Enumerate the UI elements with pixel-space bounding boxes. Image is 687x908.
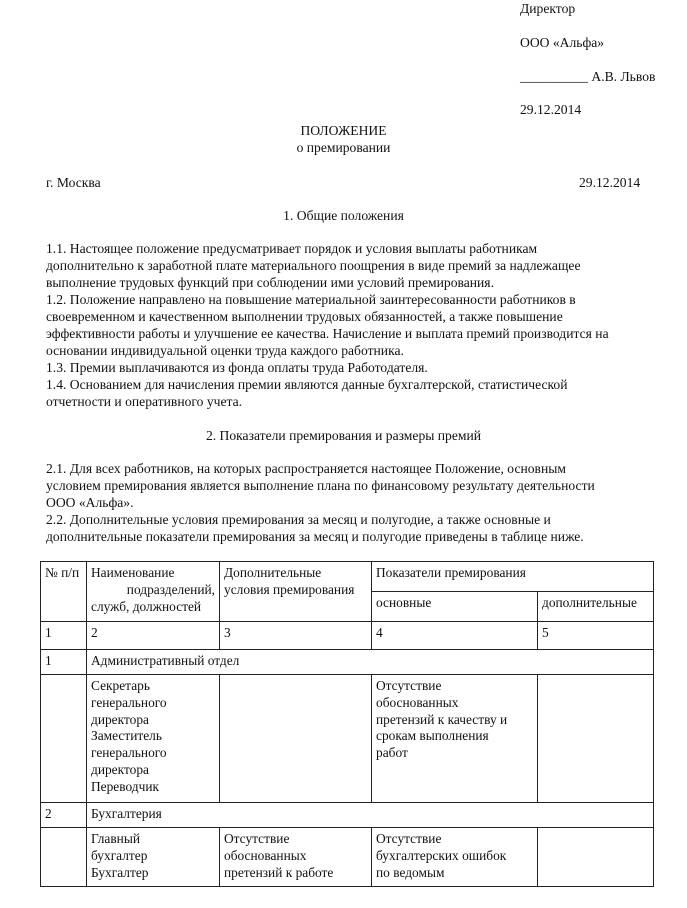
- group-num: 2: [41, 803, 87, 828]
- section-1-heading: 1. Общие положения: [283, 208, 404, 223]
- header-indicators: Показатели премирования: [372, 562, 654, 592]
- bonus-table: [40, 561, 654, 887]
- group-num: 1: [41, 650, 87, 675]
- text-line: 1.1. Настоящее положение предусматривает порядок и условия выплаты работникам: [46, 241, 538, 256]
- group-title: Административный отдел: [87, 650, 654, 675]
- header-additional: дополнительные: [538, 592, 654, 622]
- text-line: 1.2. Положение направлено на повышение материальной заинтересованности работников в: [46, 292, 576, 307]
- text-line: ООО «Альфа».: [46, 495, 134, 510]
- col-number: 2: [87, 622, 220, 650]
- col-number: 1: [41, 622, 87, 650]
- document-title: ПОЛОЖЕНИЕ: [300, 123, 387, 138]
- group-row: [41, 803, 654, 828]
- approval-role: Директор: [520, 1, 576, 16]
- table-row: [41, 675, 654, 803]
- signature-line: __________: [520, 69, 588, 84]
- document-date: 29.12.2014: [579, 175, 641, 190]
- cell-positions: Главный бухгалтер Бухгалтер: [87, 828, 220, 887]
- text-line: выполнение трудовых функций при соблюдении ими условий премирования.: [46, 275, 494, 290]
- section-2-body: [46, 460, 666, 545]
- cell-empty: [41, 675, 87, 803]
- approval-date: 29.12.2014: [520, 102, 582, 117]
- group-row: [41, 650, 654, 675]
- header-extra-conditions: Дополнительные условия премирования: [220, 562, 372, 622]
- cell-positions: Секретарь генерального директора Заместитель генерального директора Переводчик: [87, 675, 220, 803]
- header-num: № п/п: [41, 562, 87, 622]
- cell-empty: [41, 828, 87, 887]
- text-line: отчетности и оперативного учета.: [46, 394, 243, 409]
- table-row: [41, 828, 654, 887]
- header-name: Наименование подразделений, служб, должностей: [87, 562, 220, 622]
- cell-main-indicators: Отсутствие бухгалтерских ошибок по ведомым: [372, 828, 538, 887]
- text-line: условием премирования является выполнение плана по финансовому результату деятельности: [46, 478, 595, 493]
- cell-additional-indicators: [538, 828, 654, 887]
- text-line: 1.4. Основанием для начисления премии являются данные бухгалтерской, статистической: [46, 377, 568, 392]
- text-line: основании индивидуальной оценки труда каждого работника.: [46, 343, 404, 358]
- cell-extra-conditions: [220, 675, 372, 803]
- text-line: дополнительные показатели премирования за месяц и полугодие приведены в таблице ниже.: [46, 529, 584, 544]
- cell-additional-indicators: [538, 675, 654, 803]
- section-1-body: [46, 240, 666, 410]
- document-subtitle: о премировании: [296, 140, 391, 155]
- approval-org: ООО «Альфа»: [520, 35, 605, 50]
- col-number: 5: [538, 622, 654, 650]
- cell-main-indicators: Отсутствие обоснованных претензий к качеству и срокам выполнения работ: [372, 675, 538, 803]
- group-title: Бухгалтерия: [87, 803, 654, 828]
- place: г. Москва: [46, 175, 101, 190]
- text-line: дополнительно к заработной плате материального поощрения в виде премий за надлежащее: [46, 258, 581, 273]
- section-2-heading: 2. Показатели премирования и размеры премий: [205, 428, 482, 443]
- text-line: своевременном и качественном выполнении трудовых обязанностей, а также повышение: [46, 309, 563, 324]
- cell-extra-conditions: Отсутствие обоснованных претензий к работе: [220, 828, 372, 887]
- column-numbers-row: [41, 622, 654, 650]
- text-line: 1.3. Премии выплачиваются из фонда оплаты труда Работодателя.: [46, 360, 428, 375]
- col-number: 4: [372, 622, 538, 650]
- approval-signature: [520, 68, 655, 85]
- header-main: основные: [372, 592, 538, 622]
- table-header-row: [41, 562, 654, 592]
- text-line: 2.1. Для всех работников, на которых распространяется настоящее Положение, основным: [46, 461, 566, 476]
- approval-signer: А.В. Львов: [591, 69, 656, 84]
- text-line: 2.2. Дополнительные условия премирования за месяц и полугодие, а также основные и: [46, 512, 551, 527]
- col-number: 3: [220, 622, 372, 650]
- text-line: эффективности работы и улучшение ее качества. Начисление и выплата премий производится на: [46, 326, 609, 341]
